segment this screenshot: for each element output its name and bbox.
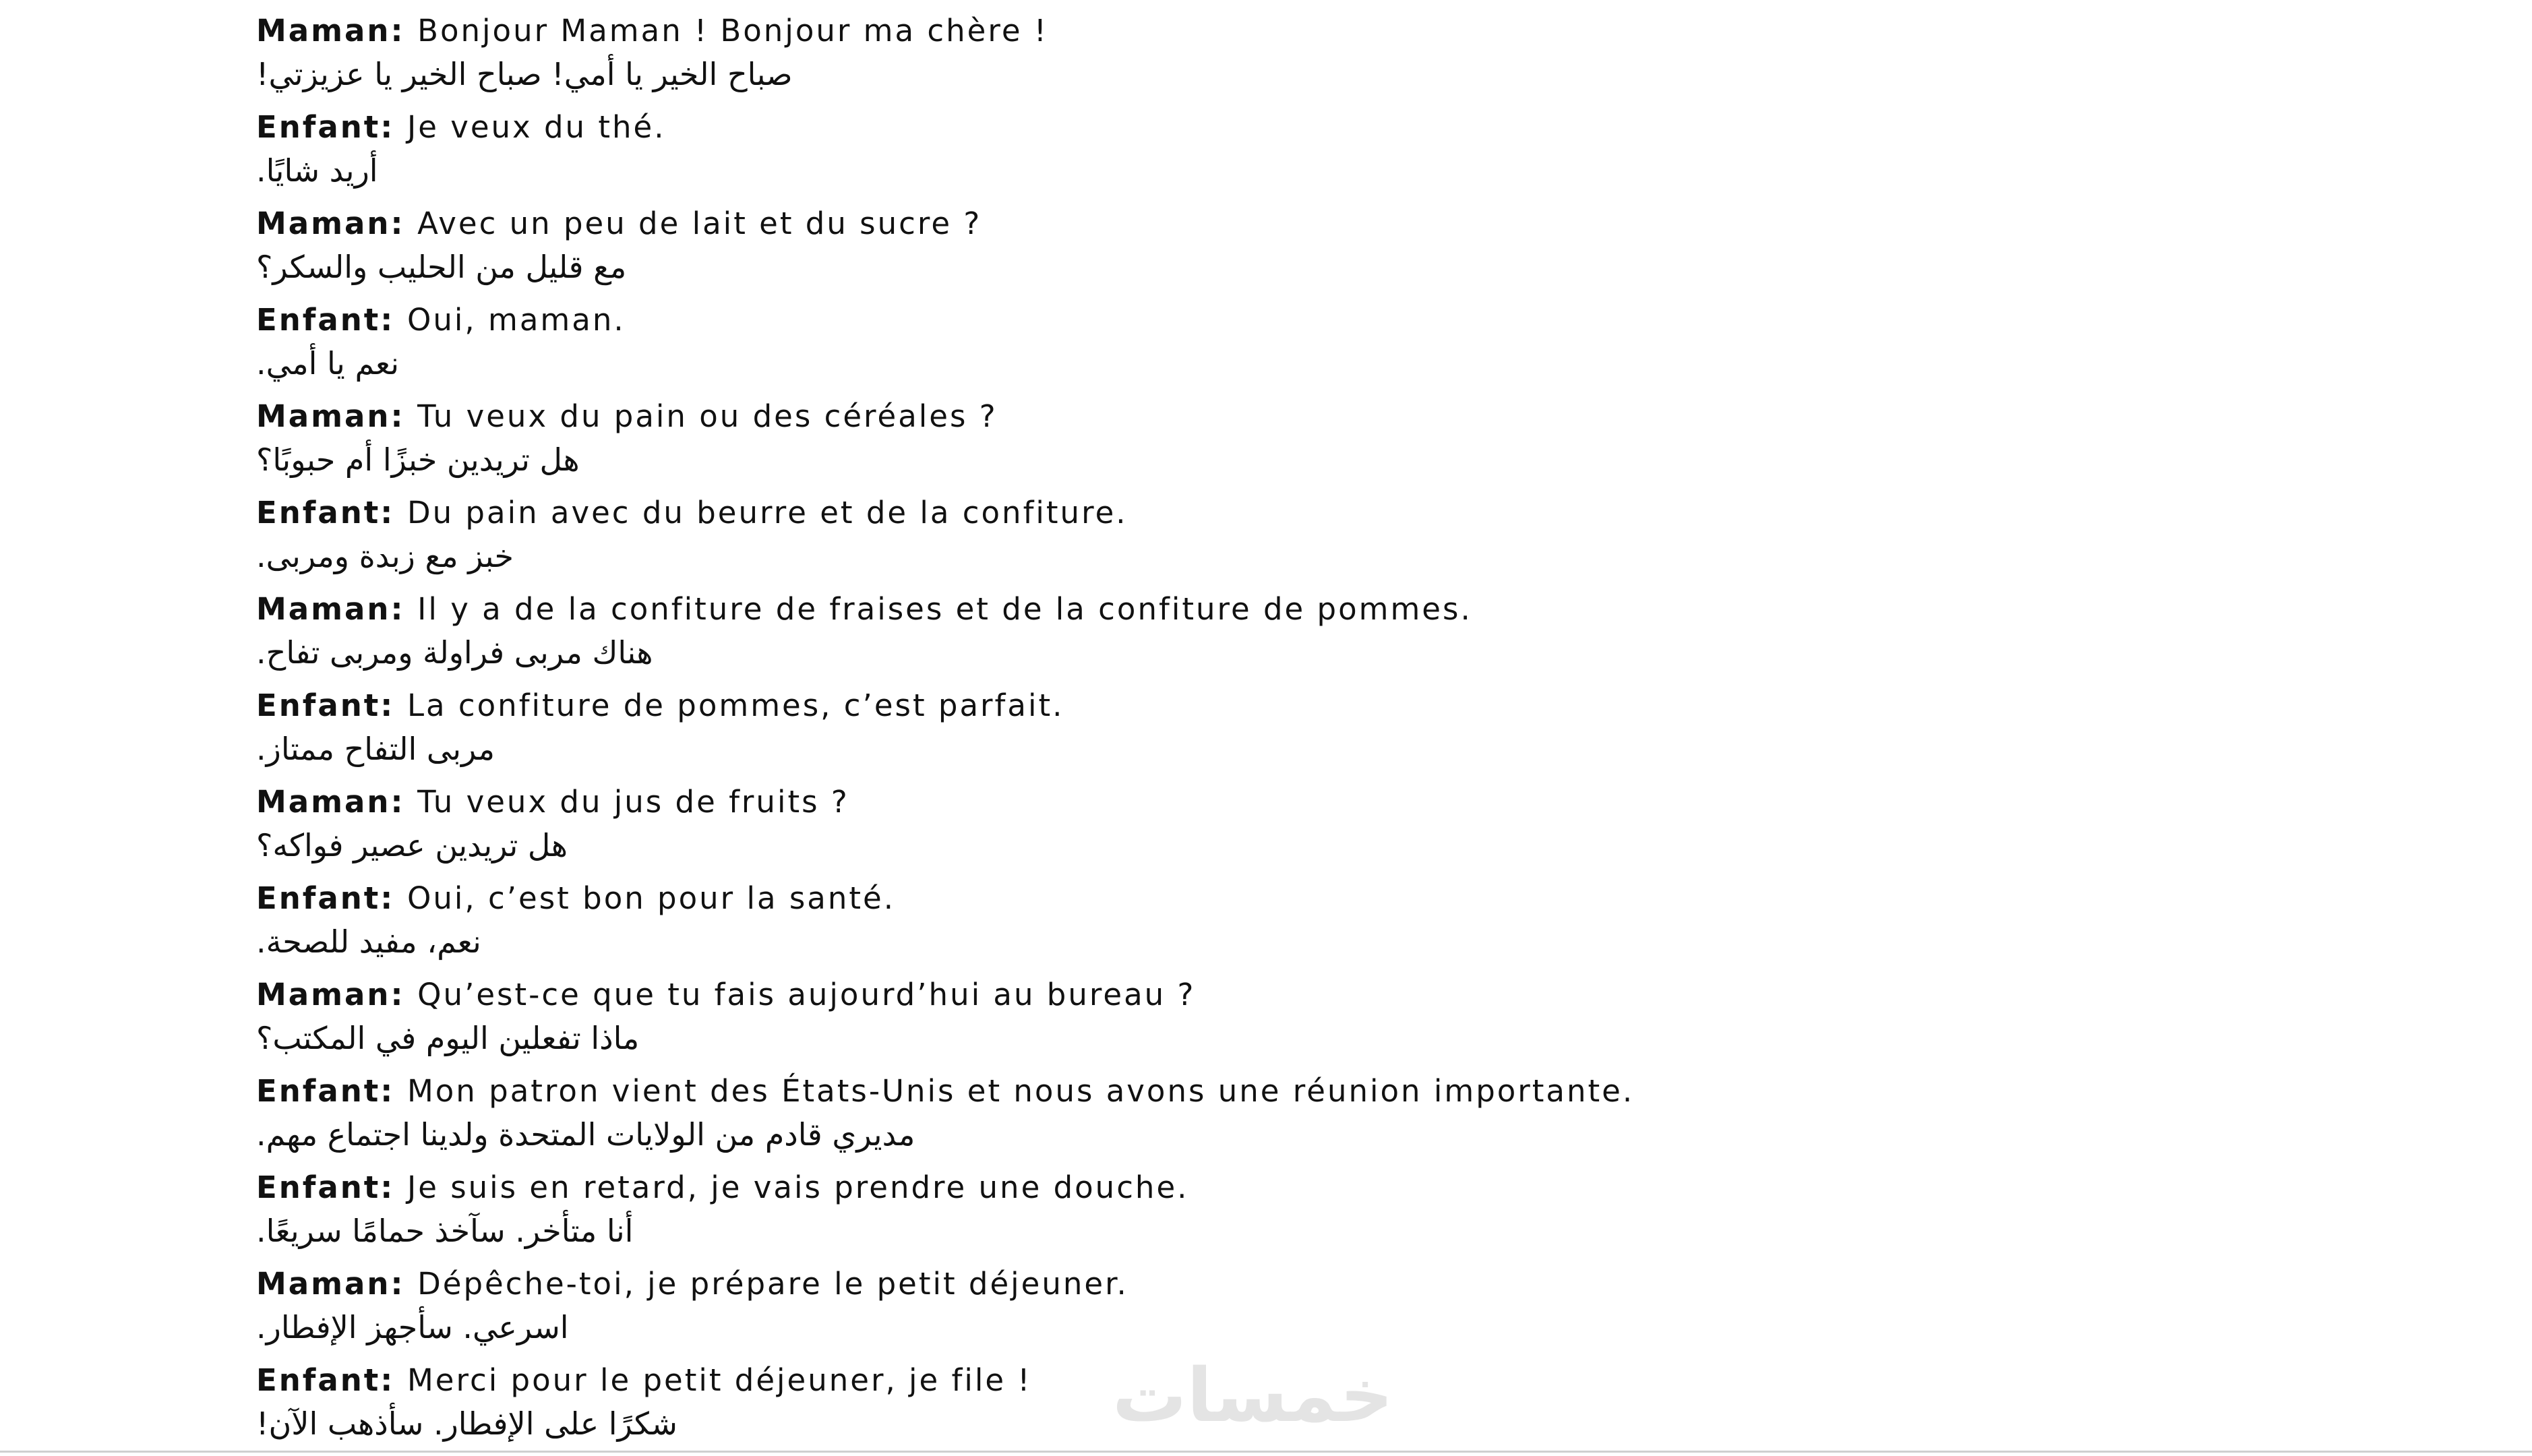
bottom-divider (0, 1451, 2532, 1453)
french-line: Enfant: Merci pour le petit déjeuner, je file ! (256, 1362, 1032, 1398)
french-text: Bonjour Maman ! Bonjour ma chère ! (417, 13, 1048, 49)
french-text: Je suis en retard, je vais prendre une douche. (406, 1170, 1189, 1205)
french-text: Dépêche-toi, je prépare le petit déjeuner. (417, 1266, 1128, 1302)
french-text: Merci pour le petit déjeuner, je file ! (406, 1362, 1032, 1398)
speaker-name: Enfant (256, 1170, 381, 1205)
arabic-translation: شكرًا على الإفطار. سأذهب الآن! (256, 1405, 677, 1442)
speaker-name: Enfant (256, 302, 381, 338)
dialogue-line (256, 1070, 2481, 1166)
dialogue-line (256, 202, 2481, 299)
speaker-name: Enfant (256, 109, 381, 145)
speaker-name: Enfant (256, 1073, 381, 1109)
speaker-name: Maman (256, 1266, 391, 1302)
dialogue-line (256, 1166, 2481, 1263)
speaker-name: Maman (256, 977, 391, 1012)
dialogue-line (256, 1263, 2481, 1359)
arabic-translation: خبز مع زبدة ومربى. (256, 538, 514, 574)
arabic-translation: هناك مربى فراولة ومربى تفاح. (256, 634, 653, 671)
french-text: Mon patron vient des États-Unis et nous avons une réunion importante. (406, 1073, 1635, 1109)
french-text: Je veux du thé. (406, 109, 666, 145)
french-text: Du pain avec du beurre et de la confiture. (406, 495, 1128, 530)
dialogue-line (256, 395, 2481, 491)
french-line: Maman: Avec un peu de lait et du sucre ? (256, 206, 982, 241)
french-text: Tu veux du pain ou des céréales ? (417, 398, 998, 434)
arabic-translation: ماذا تفعلين اليوم في المكتب؟ (256, 1020, 640, 1056)
french-text: Avec un peu de lait et du sucre ? (417, 206, 982, 241)
french-line: Maman: Dépêche-toi, je prépare le petit déjeuner. (256, 1266, 1128, 1302)
dialogue-line (256, 9, 2481, 106)
speaker-name: Maman (256, 591, 391, 627)
dialogue-line (256, 973, 2481, 1070)
french-line: Enfant: Mon patron vient des États-Unis et nous avons une réunion importante. (256, 1073, 1635, 1109)
arabic-translation: أنا متأخر. سآخذ حمامًا سريعًا. (256, 1213, 634, 1249)
arabic-translation: مديري قادم من الولايات المتحدة ولدينا اجتماع مهم. (256, 1116, 915, 1153)
dialogue-line (256, 106, 2481, 202)
french-text: Il y a de la confiture de fraises et de la confiture de pommes. (417, 591, 1472, 627)
speaker-name: Enfant (256, 495, 381, 530)
french-line: Enfant: Oui, maman. (256, 302, 626, 338)
speaker-name: Maman (256, 398, 391, 434)
arabic-translation: نعم، مفيد للصحة. (256, 923, 481, 960)
french-line: Maman: Il y a de la confiture de fraises et de la confiture de pommes. (256, 591, 1472, 627)
arabic-translation: مع قليل من الحليب والسكر؟ (256, 249, 627, 285)
dialogue-line (256, 684, 2481, 781)
french-line: Maman: Qu’est-ce que tu fais aujourd’hui au bureau ? (256, 977, 1196, 1012)
french-text: Oui, maman. (406, 302, 626, 338)
dialogue (256, 9, 2481, 1455)
arabic-translation: هل تريدين عصير فواكه؟ (256, 827, 568, 863)
french-text: Oui, c’est bon pour la santé. (406, 880, 896, 916)
arabic-translation: صباح الخير يا أمي! صباح الخير يا عزيزتي! (256, 56, 793, 92)
dialogue-line (256, 588, 2481, 684)
french-line: Maman: Bonjour Maman ! Bonjour ma chère ! (256, 13, 1048, 49)
french-line: Maman: Tu veux du pain ou des céréales ? (256, 398, 998, 434)
speaker-name: Enfant (256, 688, 381, 723)
french-line: Enfant: Je suis en retard, je vais prendre une douche. (256, 1170, 1189, 1205)
speaker-name: Enfant (256, 1362, 381, 1398)
speaker-name: Enfant (256, 880, 381, 916)
french-line: Maman: Tu veux du jus de fruits ? (256, 784, 849, 820)
arabic-translation: هل تريدين خبزًا أم حبوبًا؟ (256, 442, 580, 478)
french-text: Qu’est-ce que tu fais aujourd’hui au bureau ? (417, 977, 1196, 1012)
arabic-translation: أريد شايًا. (256, 152, 378, 189)
french-line: Enfant: Du pain avec du beurre et de la confiture. (256, 495, 1128, 530)
dialogue-line (256, 299, 2481, 395)
dialogue-line (256, 781, 2481, 877)
french-line: Enfant: Oui, c’est bon pour la santé. (256, 880, 896, 916)
speaker-name: Maman (256, 13, 391, 49)
speaker-name: Maman (256, 206, 391, 241)
french-line: Enfant: Je veux du thé. (256, 109, 666, 145)
speaker-name: Maman (256, 784, 391, 820)
french-line: Enfant: La confiture de pommes, c’est parfait. (256, 688, 1064, 723)
dialogue-line (256, 491, 2481, 588)
arabic-translation: اسرعي. سأجهز الإفطار. (256, 1309, 569, 1345)
watermark-logo: خمسات (1112, 1352, 1393, 1438)
arabic-translation: مربى التفاح ممتاز. (256, 731, 495, 767)
french-text: La confiture de pommes, c’est parfait. (406, 688, 1064, 723)
french-text: Tu veux du jus de fruits ? (417, 784, 849, 820)
arabic-translation: نعم يا أمي. (256, 345, 400, 382)
dialogue-line (256, 877, 2481, 973)
